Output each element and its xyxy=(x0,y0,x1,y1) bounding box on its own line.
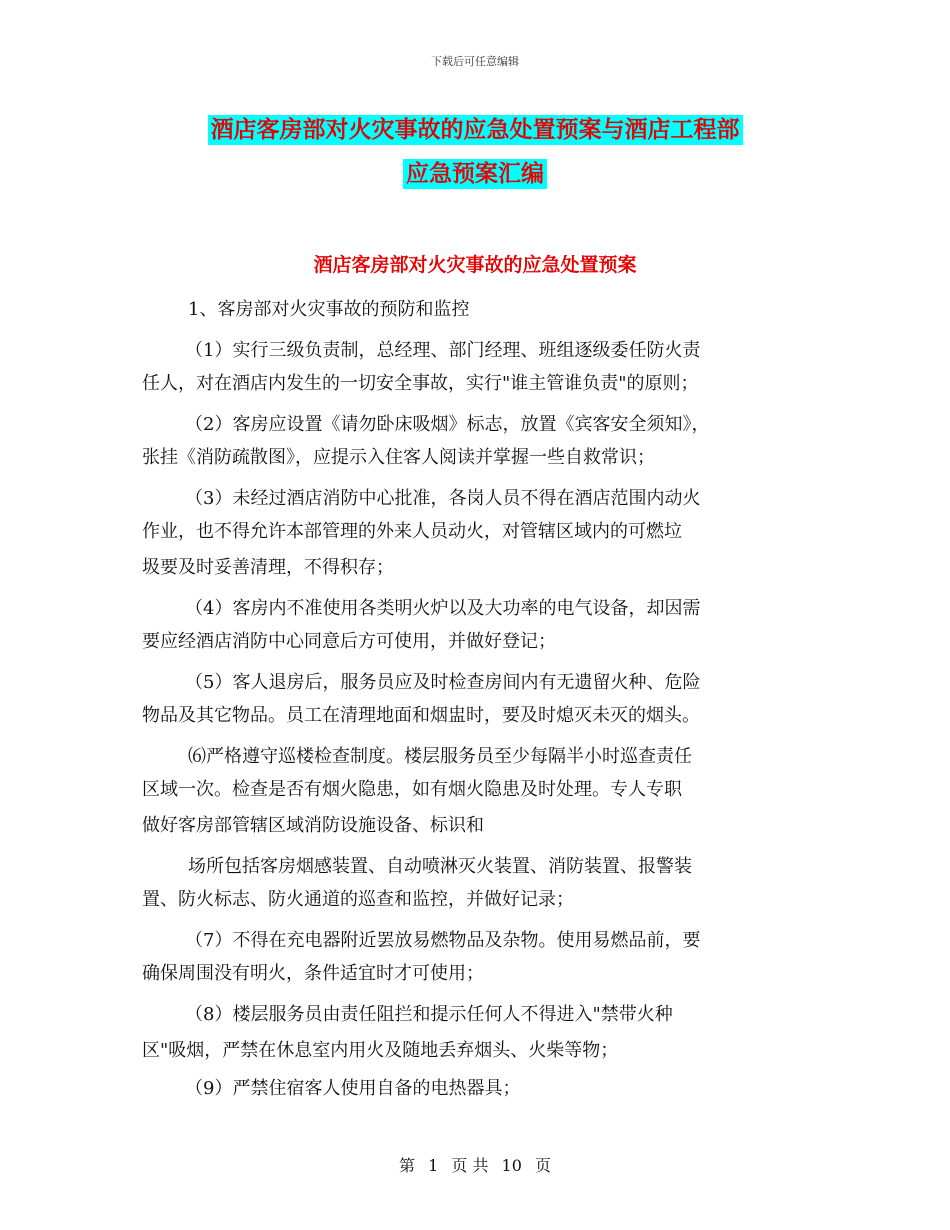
footer-middle: 页 共 xyxy=(451,1156,489,1175)
body-line: （3）未经过酒店消防中心批准，各岗人员不得在酒店范围内动火 xyxy=(185,488,701,509)
body-line: 区"吸烟，严禁在休息室内用火及随地丢弃烟头、火柴等物； xyxy=(142,1040,619,1061)
document-title-text: 应急预案汇编 xyxy=(403,159,547,189)
body-line: 任人，对在酒店内发生的一切安全事故，实行"谁主管谁负责"的原则； xyxy=(142,373,699,394)
body-line: （5）客人退房后，服务员应及时检查房间内有无遗留火种、危险 xyxy=(185,672,701,693)
body-line: 1、客房部对火灾事故的预防和监控 xyxy=(188,299,470,320)
document-title-text: 酒店客房部对火灾事故的应急处置预案与酒店工程部 xyxy=(208,115,743,145)
page-footer xyxy=(0,1153,950,1176)
section-heading: 酒店客房部对火灾事故的应急处置预案 xyxy=(313,254,637,276)
footer-prefix: 第 xyxy=(398,1156,415,1175)
body-line: 确保周围没有明火，条件适宜时才可使用； xyxy=(142,963,484,984)
body-line: 要应经酒店消防中心同意后方可使用，并做好登记； xyxy=(142,631,556,652)
body-line: （9）严禁住宿客人使用自备的电热器具； xyxy=(185,1078,521,1099)
document-title-line-1 xyxy=(0,114,950,146)
current-page-number: 1 xyxy=(428,1156,439,1175)
body-line: 圾要及时妥善清理，不得积存； xyxy=(142,557,394,578)
body-line: 置、防火标志、防火通道的巡查和监控，并做好记录； xyxy=(142,889,574,910)
document-title-line-2 xyxy=(0,158,950,190)
body-line: 区域一次。检查是否有烟火隐患，如有烟火隐患及时处理。专人专职 xyxy=(142,779,682,800)
body-line: （4）客房内不准使用各类明火炉以及大功率的电气设备，却因需 xyxy=(185,598,701,619)
body-line: 做好客房部管辖区域消防设施设备、标识和 xyxy=(142,815,484,836)
body-line: 作业，也不得允许本部管理的外来人员动火，对管辖区域内的可燃垃 xyxy=(142,521,682,542)
body-line: 张挂《消防疏散图》，应提示入住客人阅读并掌握一些自救常识； xyxy=(142,447,655,468)
body-line: （2）客房应设置《请勿卧床吸烟》标志，放置《宾客安全须知》， xyxy=(185,414,710,435)
body-line: （7）不得在充电器附近罢放易燃物品及杂物。使用易燃品前，要 xyxy=(185,930,701,951)
body-line: ⑹严格遵守巡楼检查制度。楼层服务员至少每隔半小时巡查责任 xyxy=(188,746,692,767)
body-line: （8）楼层服务员由责任阻拦和提示任何人不得进入"禁带火种 xyxy=(185,1004,673,1025)
body-line: 场所包括客房烟感装置、自动喷淋灭火装置、消防装置、报警装 xyxy=(188,856,692,877)
header-note: 下载后可任意编辑 xyxy=(431,55,519,68)
body-line: （1）实行三级负责制，总经理、部门经理、班组逐级委任防火责 xyxy=(185,340,701,361)
total-page-count: 10 xyxy=(501,1156,522,1175)
footer-suffix: 页 xyxy=(535,1156,552,1175)
body-line: 物品及其它物品。员工在清理地面和烟盅时，要及时熄灭未灭的烟头。 xyxy=(142,705,700,726)
